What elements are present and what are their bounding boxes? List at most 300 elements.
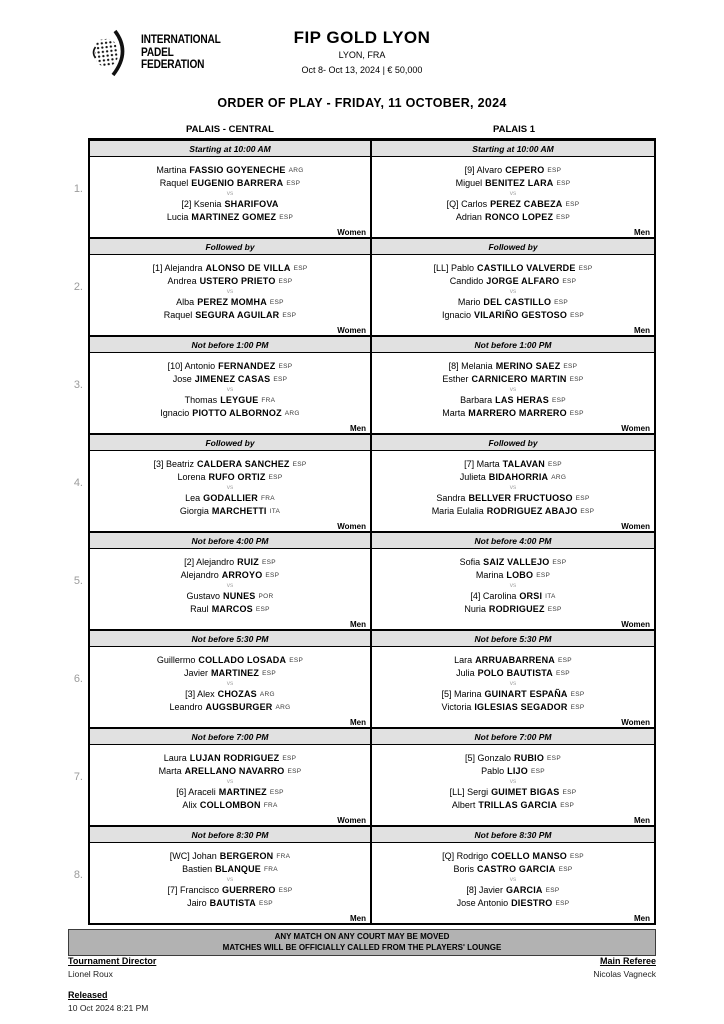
player-firstname: [7] Francisco bbox=[167, 885, 219, 895]
player-lastname: LAS HERAS bbox=[495, 395, 549, 405]
country-code: ARG bbox=[275, 704, 291, 711]
category-label: Men bbox=[350, 620, 366, 629]
player-firstname: [4] Carolina bbox=[470, 591, 517, 601]
player-lastname: NUNES bbox=[223, 591, 256, 601]
country-code: ESP bbox=[265, 572, 280, 579]
player-lastname: GARCIA bbox=[505, 885, 543, 895]
player-firstname: Bastien bbox=[182, 864, 213, 874]
player-line bbox=[372, 556, 654, 569]
player-lastname: LOBO bbox=[506, 570, 534, 580]
category-label: Men bbox=[350, 914, 366, 923]
player-lastname: MARTINEZ bbox=[210, 668, 260, 678]
country-code: ESP bbox=[278, 887, 293, 894]
player-line bbox=[90, 752, 370, 765]
country-code: ESP bbox=[286, 180, 301, 187]
player-firstname: [3] Beatriz bbox=[153, 459, 194, 469]
notice-line: ANY MATCH ON ANY COURT MAY BE MOVED bbox=[274, 932, 450, 941]
fip-logo-line: PADEL bbox=[141, 46, 174, 59]
row-number: 4. bbox=[73, 477, 83, 489]
country-code: ESP bbox=[556, 214, 571, 221]
player-line bbox=[90, 275, 370, 288]
vs-label: vs bbox=[226, 190, 234, 197]
player-line bbox=[372, 262, 654, 275]
player-line bbox=[372, 799, 654, 812]
country-code: ESP bbox=[289, 657, 304, 664]
schedule-row bbox=[73, 629, 654, 727]
player-lastname: COLLADO LOSADA bbox=[198, 655, 287, 665]
time-strip: Not before 1:00 PM bbox=[372, 337, 654, 353]
event-location: LYON, FRA bbox=[338, 50, 386, 60]
player-firstname: Miguel bbox=[455, 178, 483, 188]
player-firstname: [1] Alejandra bbox=[152, 263, 203, 273]
player-firstname: Ignacio bbox=[442, 310, 472, 320]
court-cell-right bbox=[372, 827, 654, 923]
player-line bbox=[372, 164, 654, 177]
court-cell-left bbox=[90, 827, 372, 923]
player-lastname: ORSI bbox=[519, 591, 543, 601]
category-label: Men bbox=[634, 326, 650, 335]
player-lastname: CEPERO bbox=[505, 165, 545, 175]
country-code: ESP bbox=[268, 474, 283, 481]
player-lastname: BERGERON bbox=[219, 851, 274, 861]
player-firstname: Candido bbox=[449, 276, 484, 286]
player-line bbox=[372, 569, 654, 582]
event-title: FIP GOLD LYON bbox=[293, 28, 431, 47]
schedule-row bbox=[73, 825, 654, 923]
match-cell bbox=[372, 549, 654, 629]
player-firstname: Martina bbox=[156, 165, 187, 175]
time-strip: Not before 8:30 PM bbox=[90, 827, 370, 843]
player-line bbox=[90, 360, 370, 373]
player-firstname: [LL] Pablo bbox=[433, 263, 475, 273]
player-line bbox=[372, 458, 654, 471]
match-cell bbox=[372, 451, 654, 531]
player-line bbox=[372, 654, 654, 667]
player-lastname: GODALLIER bbox=[203, 493, 258, 503]
court-header-central: PALAIS - CENTRAL bbox=[186, 124, 274, 135]
player-lastname: JORGE ALFARO bbox=[486, 276, 560, 286]
player-lastname: MARCHETTI bbox=[211, 506, 267, 516]
court-cell-right bbox=[372, 337, 654, 433]
time-strip: Not before 1:00 PM bbox=[90, 337, 370, 353]
main-referee-label: Main Referee bbox=[599, 956, 656, 966]
court-cell-left bbox=[90, 239, 372, 335]
player-firstname: [5] Gonzalo bbox=[465, 753, 512, 763]
player-line bbox=[90, 309, 370, 322]
court-cell-left bbox=[90, 337, 372, 433]
player-lastname: RONCO LOPEZ bbox=[484, 212, 554, 222]
player-lastname: AUGSBURGER bbox=[205, 702, 273, 712]
country-code: ESP bbox=[547, 606, 562, 613]
country-code: ESP bbox=[578, 265, 593, 272]
player-lastname: SHARIFOVA bbox=[224, 199, 279, 209]
player-line bbox=[372, 897, 654, 910]
player-firstname: Marta bbox=[158, 766, 182, 776]
country-code: ESP bbox=[570, 312, 584, 319]
court-cell-right bbox=[372, 239, 654, 335]
player-line bbox=[90, 799, 370, 812]
event-dates-prize: Oct 8- Oct 13, 2024 | € 50,000 bbox=[301, 65, 423, 75]
category-label: Women bbox=[621, 522, 650, 531]
player-line bbox=[90, 177, 370, 190]
player-lastname: CASTILLO VALVERDE bbox=[477, 263, 576, 273]
player-firstname: Javier bbox=[183, 668, 208, 678]
player-line bbox=[372, 786, 654, 799]
player-firstname: Julieta bbox=[459, 472, 486, 482]
player-line bbox=[90, 505, 370, 518]
player-lastname: ARROYO bbox=[221, 570, 263, 580]
player-line bbox=[372, 296, 654, 309]
country-code: ITA bbox=[545, 593, 556, 600]
match-cell bbox=[372, 647, 654, 727]
country-code: ARG bbox=[551, 474, 567, 481]
player-line bbox=[372, 863, 654, 876]
player-lastname: MERINO SAEZ bbox=[495, 361, 561, 371]
player-line bbox=[372, 360, 654, 373]
time-strip: Not before 8:30 PM bbox=[372, 827, 654, 843]
category-label: Men bbox=[350, 424, 366, 433]
player-firstname: Alejandro bbox=[180, 570, 219, 580]
court-cell-left bbox=[90, 435, 372, 531]
fip-logo-line: FEDERATION bbox=[141, 59, 205, 72]
player-line bbox=[372, 394, 654, 407]
player-lastname: LIJO bbox=[507, 766, 528, 776]
player-firstname: Lorena bbox=[177, 472, 206, 482]
player-firstname: Lea bbox=[185, 493, 201, 503]
player-line bbox=[90, 373, 370, 386]
player-lastname: ARRUABARRENA bbox=[475, 655, 555, 665]
player-firstname: Giorgia bbox=[179, 506, 209, 516]
country-code: ESP bbox=[255, 606, 270, 613]
match-cell bbox=[90, 745, 370, 825]
player-firstname: Raquel bbox=[159, 178, 189, 188]
vs-label: vs bbox=[509, 582, 517, 589]
player-line bbox=[372, 407, 654, 420]
category-label: Women bbox=[621, 620, 650, 629]
player-line bbox=[90, 850, 370, 863]
player-lastname: COLLOMBON bbox=[199, 800, 261, 810]
vs-label: vs bbox=[226, 582, 234, 589]
country-code: ESP bbox=[269, 789, 284, 796]
country-code: ESP bbox=[569, 376, 584, 383]
match-cell bbox=[372, 843, 654, 923]
player-lastname: RUIZ bbox=[237, 557, 259, 567]
player-firstname: Alix bbox=[182, 800, 197, 810]
player-lastname: BENITEZ LARA bbox=[485, 178, 554, 188]
player-lastname: GUERRERO bbox=[222, 885, 276, 895]
player-lastname: CARNICERO MARTIN bbox=[471, 374, 567, 384]
player-line bbox=[90, 458, 370, 471]
player-lastname: PEREZ MOMHA bbox=[197, 297, 267, 307]
row-number: 3. bbox=[73, 379, 83, 391]
player-firstname: [LL] Sergi bbox=[449, 787, 489, 797]
player-line bbox=[372, 701, 654, 714]
category-label: Men bbox=[634, 816, 650, 825]
country-code: ESP bbox=[570, 853, 584, 860]
player-line bbox=[372, 492, 654, 505]
player-lastname: IGLESIAS SEGADOR bbox=[474, 702, 568, 712]
court-cell-left bbox=[90, 729, 372, 825]
player-line bbox=[90, 164, 370, 177]
court-cell-right bbox=[372, 435, 654, 531]
country-code: ESP bbox=[558, 866, 573, 873]
tournament-director-name: Lionel Roux bbox=[68, 969, 113, 979]
country-code: ESP bbox=[278, 278, 293, 285]
country-code: ESP bbox=[556, 180, 571, 187]
vs-label: vs bbox=[509, 386, 517, 393]
player-line bbox=[372, 850, 654, 863]
country-code: FRA bbox=[263, 802, 278, 809]
player-line bbox=[372, 667, 654, 680]
country-code: ESP bbox=[558, 657, 572, 664]
player-firstname: [9] Alvaro bbox=[464, 165, 503, 175]
vs-label: vs bbox=[509, 876, 517, 883]
vs-label: vs bbox=[226, 876, 234, 883]
row-number: 6. bbox=[73, 673, 83, 685]
player-lastname: BAUTISTA bbox=[209, 898, 257, 908]
country-code: ESP bbox=[565, 201, 580, 208]
match-cell bbox=[90, 353, 370, 433]
time-strip: Not before 4:00 PM bbox=[90, 533, 370, 549]
player-firstname: Ignacio bbox=[160, 408, 190, 418]
player-lastname: RUFO ORTIZ bbox=[208, 472, 266, 482]
schedule-row bbox=[73, 531, 654, 629]
player-line bbox=[372, 590, 654, 603]
player-line bbox=[90, 198, 370, 211]
player-firstname: Marina bbox=[475, 570, 504, 580]
player-firstname: Sofia bbox=[459, 557, 481, 567]
player-lastname: PEREZ CABEZA bbox=[490, 199, 563, 209]
country-code: ESP bbox=[547, 755, 561, 762]
country-code: ESP bbox=[562, 789, 577, 796]
country-code: ESP bbox=[563, 363, 578, 370]
category-label: Women bbox=[621, 424, 650, 433]
country-code: FRA bbox=[264, 866, 278, 873]
court-cell-left bbox=[90, 533, 372, 629]
player-line bbox=[372, 752, 654, 765]
vs-label: vs bbox=[226, 680, 234, 687]
player-firstname: [3] Alex bbox=[185, 689, 215, 699]
player-lastname: JIMENEZ CASAS bbox=[194, 374, 271, 384]
schedule-row bbox=[73, 433, 654, 531]
vs-label: vs bbox=[509, 484, 517, 491]
row-number: 1. bbox=[73, 183, 83, 195]
player-line bbox=[90, 884, 370, 897]
vs-label: vs bbox=[509, 190, 517, 197]
country-code: ESP bbox=[562, 278, 577, 285]
court-cell-right bbox=[372, 729, 654, 825]
country-code: ESP bbox=[552, 559, 567, 566]
country-code: ESP bbox=[269, 299, 284, 306]
player-line bbox=[90, 654, 370, 667]
vs-label: vs bbox=[509, 680, 517, 687]
player-lastname: LEYGUE bbox=[220, 395, 259, 405]
country-code: ESP bbox=[282, 755, 297, 762]
country-code: ESP bbox=[278, 363, 293, 370]
player-lastname: MARCOS bbox=[211, 604, 253, 614]
country-code: FRA bbox=[261, 397, 276, 404]
player-lastname: MARRERO MARRERO bbox=[468, 408, 567, 418]
player-lastname: GUINART ESPAÑA bbox=[484, 689, 568, 699]
player-line bbox=[90, 590, 370, 603]
player-lastname: ARELLANO NAVARRO bbox=[184, 766, 285, 776]
time-strip: Not before 4:00 PM bbox=[372, 533, 654, 549]
country-code: ESP bbox=[261, 559, 276, 566]
country-code: ARG bbox=[284, 410, 300, 417]
player-line bbox=[90, 556, 370, 569]
time-strip: Not before 5:30 PM bbox=[372, 631, 654, 647]
player-firstname: Albert bbox=[451, 800, 476, 810]
row-number: 7. bbox=[73, 771, 83, 783]
player-firstname: Boris bbox=[453, 864, 474, 874]
player-lastname: DEL CASTILLO bbox=[483, 297, 552, 307]
player-firstname: Jose bbox=[172, 374, 192, 384]
player-firstname: Esther bbox=[442, 374, 469, 384]
court-cell-right bbox=[372, 631, 654, 727]
category-label: Men bbox=[350, 718, 366, 727]
player-lastname: CALDERA SANCHEZ bbox=[196, 459, 290, 469]
player-firstname: Lara bbox=[454, 655, 473, 665]
schedule-row bbox=[73, 335, 654, 433]
player-firstname: [2] Ksenia bbox=[181, 199, 222, 209]
category-label: Women bbox=[621, 718, 650, 727]
match-cell bbox=[372, 745, 654, 825]
player-firstname: [8] Javier bbox=[466, 885, 503, 895]
country-code: ESP bbox=[530, 768, 545, 775]
vs-label: vs bbox=[226, 386, 234, 393]
player-lastname: POLO BAUTISTA bbox=[477, 668, 554, 678]
country-code: ESP bbox=[279, 214, 294, 221]
player-firstname: Leandro bbox=[169, 702, 203, 712]
player-line bbox=[90, 492, 370, 505]
player-lastname: BIDAHORRIA bbox=[488, 472, 549, 482]
player-firstname: Andrea bbox=[167, 276, 197, 286]
country-code: ESP bbox=[570, 704, 585, 711]
country-code: FRA bbox=[260, 495, 275, 502]
footer-left bbox=[68, 956, 156, 1013]
player-firstname: [WC] Johan bbox=[169, 851, 217, 861]
released-datetime: 10 Oct 2024 8:21 PM bbox=[68, 1003, 149, 1013]
time-strip: Followed by bbox=[372, 239, 654, 255]
player-lastname: FASSIO GOYENECHE bbox=[189, 165, 286, 175]
vs-label: vs bbox=[226, 778, 234, 785]
player-lastname: CHOZAS bbox=[217, 689, 257, 699]
match-cell bbox=[372, 157, 654, 237]
time-strip: Starting at 10:00 AM bbox=[90, 141, 370, 157]
player-firstname: [Q] Carlos bbox=[446, 199, 488, 209]
country-code: FRA bbox=[276, 853, 291, 860]
player-firstname: Sandra bbox=[436, 493, 466, 503]
court-headers bbox=[88, 124, 656, 135]
player-line bbox=[372, 505, 654, 518]
released-label: Released bbox=[68, 990, 108, 1000]
country-code: ARG bbox=[288, 167, 304, 174]
country-code: ESP bbox=[548, 461, 562, 468]
player-lastname: RODRIGUEZ bbox=[488, 604, 545, 614]
player-lastname: BELLVER FRUCTUOSO bbox=[468, 493, 573, 503]
player-line bbox=[90, 701, 370, 714]
country-code: ARG bbox=[259, 691, 275, 698]
player-firstname: Jose Antonio bbox=[456, 898, 509, 908]
player-firstname: Gustavo bbox=[186, 591, 220, 601]
player-lastname: TALAVAN bbox=[502, 459, 545, 469]
vs-label: vs bbox=[226, 484, 234, 491]
player-firstname: Barbara bbox=[460, 395, 493, 405]
country-code: ESP bbox=[547, 167, 562, 174]
player-firstname: Pablo bbox=[481, 766, 505, 776]
player-firstname: [2] Alejandro bbox=[184, 557, 235, 567]
player-firstname: Raul bbox=[190, 604, 209, 614]
country-code: ESP bbox=[292, 461, 307, 468]
player-firstname: Julia bbox=[456, 668, 475, 678]
country-code: ESP bbox=[554, 299, 569, 306]
category-label: Men bbox=[634, 228, 650, 237]
player-lastname: RODRIGUEZ ABAJO bbox=[486, 506, 578, 516]
player-line bbox=[372, 177, 654, 190]
country-code: POR bbox=[258, 593, 274, 600]
player-line bbox=[90, 262, 370, 275]
player-lastname: RUBIO bbox=[514, 753, 545, 763]
player-lastname: FERNANDEZ bbox=[218, 361, 276, 371]
player-lastname: SAIZ VALLEJO bbox=[483, 557, 550, 567]
player-lastname: CASTRO GARCIA bbox=[476, 864, 556, 874]
vs-label: vs bbox=[509, 778, 517, 785]
notice-box bbox=[68, 929, 656, 956]
country-code: ESP bbox=[570, 691, 585, 698]
match-cell bbox=[90, 549, 370, 629]
player-line bbox=[90, 863, 370, 876]
player-firstname: [5] Marina bbox=[441, 689, 482, 699]
player-line bbox=[90, 471, 370, 484]
match-cell bbox=[90, 157, 370, 237]
player-lastname: PIOTTO ALBORNOZ bbox=[192, 408, 282, 418]
country-code: ESP bbox=[536, 572, 551, 579]
player-firstname: Raquel bbox=[163, 310, 193, 320]
row-number: 2. bbox=[73, 281, 83, 293]
player-line bbox=[90, 688, 370, 701]
match-cell bbox=[90, 647, 370, 727]
player-firstname: [Q] Rodrigo bbox=[442, 851, 489, 861]
category-label: Women bbox=[337, 816, 366, 825]
player-lastname: BLANQUE bbox=[215, 864, 262, 874]
player-line bbox=[90, 394, 370, 407]
time-strip: Followed by bbox=[90, 239, 370, 255]
country-code: ESP bbox=[551, 397, 566, 404]
player-lastname: EUGENIO BARRERA bbox=[191, 178, 284, 188]
schedule-row bbox=[73, 727, 654, 825]
schedule-table bbox=[73, 138, 656, 925]
player-line bbox=[372, 211, 654, 224]
category-label: Men bbox=[634, 914, 650, 923]
player-line bbox=[90, 407, 370, 420]
player-firstname: [8] Melania bbox=[448, 361, 493, 371]
player-lastname: GUIMET BIGAS bbox=[491, 787, 560, 797]
player-lastname: ALONSO DE VILLA bbox=[205, 263, 291, 273]
player-line bbox=[372, 688, 654, 701]
time-strip: Followed by bbox=[372, 435, 654, 451]
row-number: 5. bbox=[73, 575, 83, 587]
player-line bbox=[90, 667, 370, 680]
player-firstname: [6] Araceli bbox=[176, 787, 216, 797]
country-code: ESP bbox=[259, 900, 273, 907]
player-firstname: Lucia bbox=[166, 212, 189, 222]
player-lastname: VILARIÑO GESTOSO bbox=[474, 310, 568, 320]
country-code: ESP bbox=[273, 376, 288, 383]
country-code: ESP bbox=[282, 312, 297, 319]
court-cell-right bbox=[372, 141, 654, 237]
player-line bbox=[372, 603, 654, 616]
country-code: ITA bbox=[269, 508, 281, 515]
